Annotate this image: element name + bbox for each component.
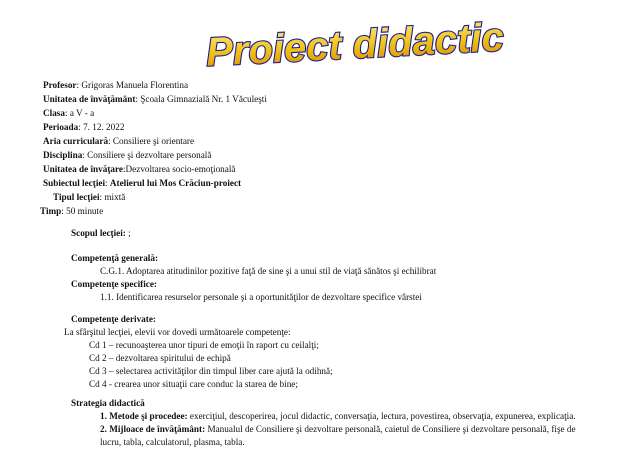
strategia-metode: 1. Metode şi procedee: exerciţiul, descoperirea, jocul didactic, conversaţia, lectura, povestirea, observaţia, expunerea, explicaţia.	[100, 411, 576, 421]
competenta-derivata-item: Cd 4 - crearea unor situaţii care conduc la starea de bine;	[89, 379, 298, 389]
competenta-derivata-item: Cd 2 – dezvoltarea spiritului de echipă	[89, 353, 231, 363]
header-unitatea-invatare: Unitatea de învăţare:Dezvoltarea socio-emoţională	[43, 164, 236, 174]
competente-specifice-text: 1.1. Identificarea resurselor personale şi a oportunităţilor de dezvoltare specifice vârstei	[100, 292, 422, 302]
header-disciplina: Disciplina: Consiliere şi dezvoltare personală	[43, 150, 212, 160]
competente-derivate-intro: La sfârşitul lecţiei, elevii vor dovedi următoarele competenţe:	[64, 327, 291, 337]
competenta-derivata-item: Cd 1 – recunoaşterea unor tipuri de emoţii în raport cu ceilalţi;	[89, 340, 319, 350]
header-clasa: Clasa: a V - a	[43, 108, 95, 118]
header-subiect: Subiectul lecţiei: Atelierul lui Mos Crăciun-proiect	[43, 178, 242, 188]
header-profesor: Profesor: Grigoras Manuela Florentina	[43, 80, 189, 90]
competente-derivate-label: Competenţe derivate:	[71, 314, 156, 324]
document-title	[0, 6, 638, 76]
competenta-derivata-item: Cd 3 – selectarea activităţilor din timpul liber care ajută la odihnă;	[89, 366, 333, 376]
header-tip: Tipul lecţiei: mixtă	[53, 192, 126, 202]
competente-specifice-label: Competenţe specifice:	[71, 279, 157, 289]
header-aria: Aria curriculară: Consiliere şi orientare	[43, 136, 195, 146]
strategia-mijloace: 2. Mijloace de învăţământ: Manualul de Consiliere şi dezvoltare personală, caietul de Consiliere şi dezvoltare personală, fişe de	[100, 424, 576, 434]
header-unitatea: Unitatea de învăţământ: Şcoala Gimnazială Nr. 1 Văculeşti	[43, 94, 267, 104]
document-title-text: Proiect didactic	[205, 15, 505, 75]
strategia-mijloace-cont: lucru, tabla, calculatorul, plasma, tabla.	[100, 437, 245, 447]
competenta-generala-label: Competenţă generală:	[71, 253, 159, 263]
strategia-label: Strategia didactică	[71, 398, 145, 408]
competenta-generala-text: C.G.1. Adoptarea atitudinilor pozitive faţă de sine şi a unui stil de viaţă sănătos şi echilibrat	[100, 266, 437, 276]
header-perioada: Perioada: 7. 12. 2022	[43, 122, 125, 132]
header-timp: Timp: 50 minute	[40, 206, 104, 216]
scop-lectiei: Scopul lecţiei: ;	[71, 228, 131, 238]
